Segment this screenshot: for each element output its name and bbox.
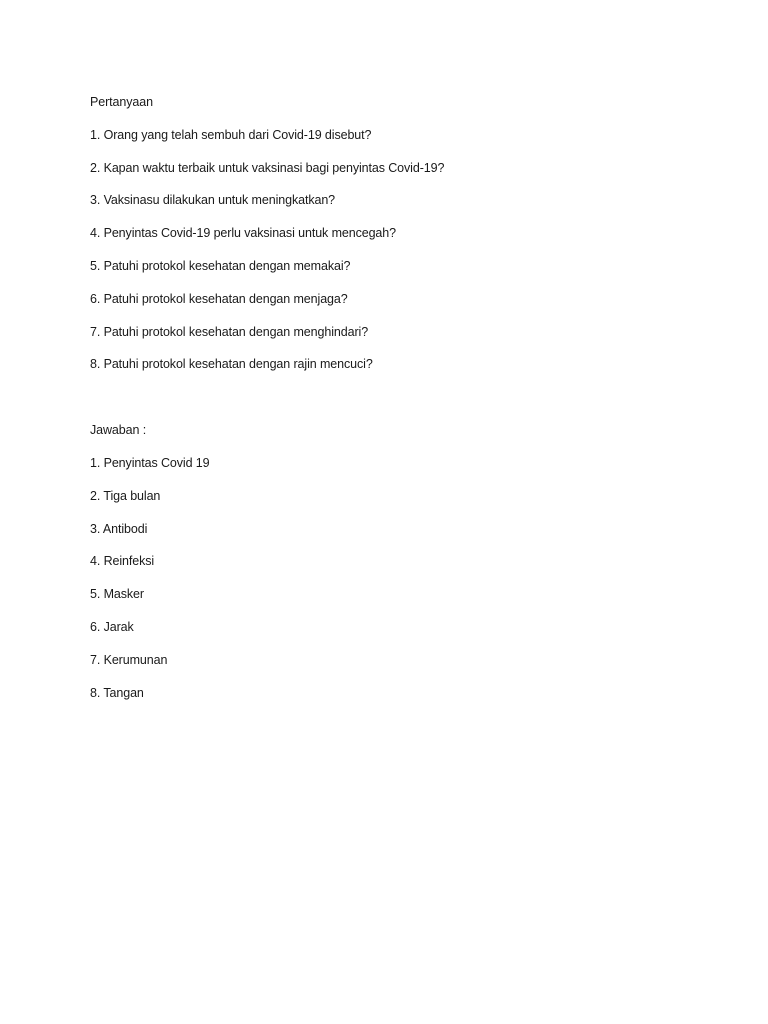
question-item: 7. Patuhi protokol kesehatan dengan menghindari? [90,324,369,339]
answers-heading: Jawaban : [90,423,147,438]
question-item: 3. Vaksinasu dilakukan untuk meningkatkan? [90,193,336,208]
answer-item: 6. Jarak [90,619,134,634]
section-gap [90,389,710,422]
document-content [90,94,710,717]
answer-item: 8. Tangan [90,685,144,700]
question-item: 8. Patuhi protokol kesehatan dengan rajin mencuci? [90,357,373,372]
questions-heading: Pertanyaan [90,95,153,109]
question-item: 6. Patuhi protokol kesehatan dengan menjaga? [90,291,348,306]
question-item: 4. Penyintas Covid-19 perlu vaksinasi untuk mencegah? [90,226,396,241]
answer-item: 5. Masker [90,587,144,602]
question-item: 5. Patuhi protokol kesehatan dengan memakai? [90,258,351,273]
answer-item: 4. Reinfeksi [90,554,155,569]
question-item: 2. Kapan waktu terbaik untuk vaksinasi bagi penyintas Covid-19? [90,160,445,175]
answer-item: 1. Penyintas Covid 19 [90,455,210,470]
answer-item: 7. Kerumunan [90,652,168,667]
answers-list [90,455,710,701]
answer-item: 2. Tiga bulan [90,488,161,503]
answer-item: 3. Antibodi [90,521,148,536]
questions-list [90,127,710,373]
question-item: 1. Orang yang telah sembuh dari Covid-19 disebut? [90,127,372,142]
